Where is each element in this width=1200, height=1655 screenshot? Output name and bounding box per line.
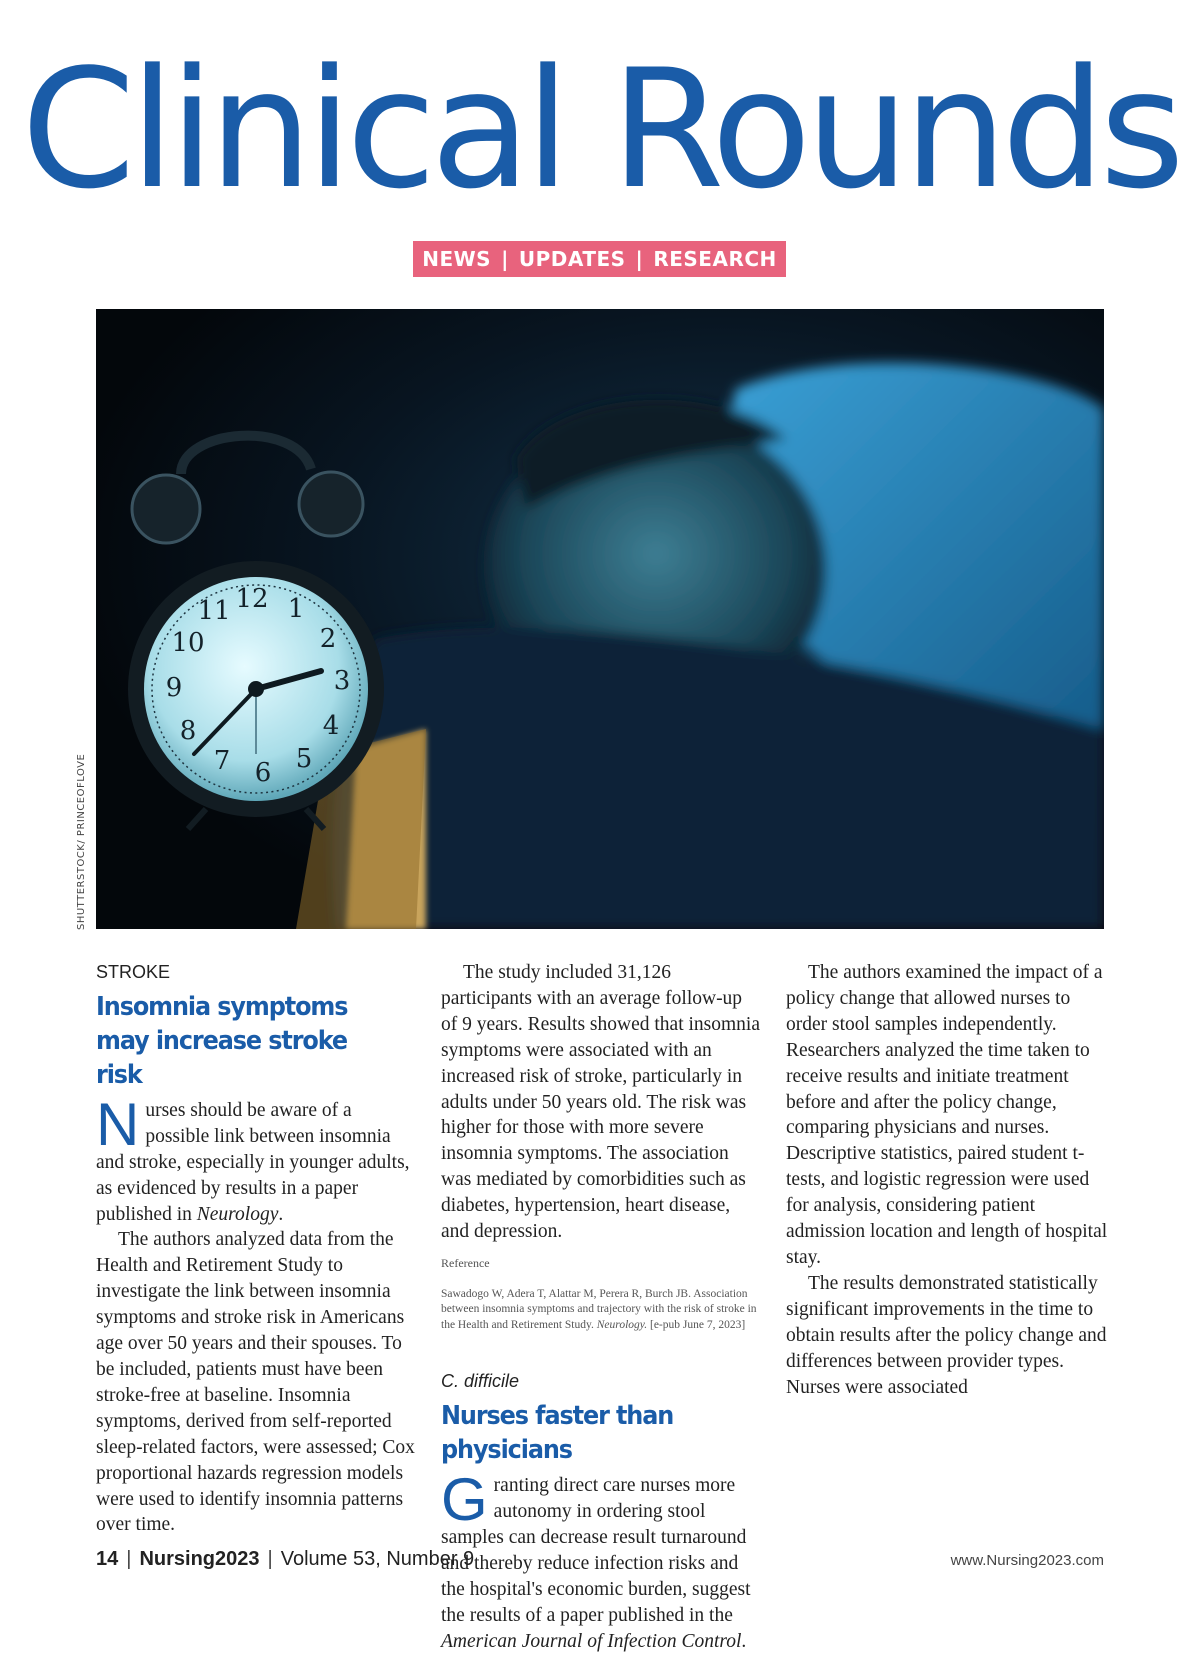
banner-news: NEWS	[422, 247, 492, 271]
article-headline: Nurses faster than physicians	[441, 1401, 674, 1466]
footer-folio: 14 | Nursing2023 | Volume 53, Number 9	[96, 1548, 475, 1570]
svg-text:12: 12	[235, 584, 269, 614]
page-number: 14	[96, 1548, 119, 1570]
journal-name: American Journal of Infection Control	[441, 1630, 742, 1652]
journal-name: Neurology	[196, 1203, 279, 1225]
magazine-name: Nursing2023	[139, 1548, 260, 1570]
svg-text:9: 9	[165, 673, 183, 703]
paragraph-end: .	[278, 1203, 284, 1225]
issue-info: Volume 53, Number 9	[280, 1548, 475, 1570]
drop-cap: G	[441, 1466, 488, 1534]
banner-updates: UPDATES	[518, 247, 626, 271]
svg-text:3: 3	[333, 666, 351, 696]
paragraph-text: urses should be aware of a possible link between insomnia and stroke, especially in younger adults, as evidenced by results in a paper published in	[96, 1099, 410, 1225]
svg-text:7: 7	[213, 746, 231, 776]
column-3	[786, 960, 1108, 1400]
column-2	[441, 960, 763, 1655]
alarm-clock-sleeper-illustration	[96, 309, 1104, 929]
footer-url[interactable]: www.Nursing2023.com	[950, 1552, 1104, 1569]
section-banner	[413, 241, 786, 277]
article-paragraph	[441, 1466, 763, 1654]
column-1	[96, 960, 418, 1538]
hero-photo	[96, 309, 1104, 929]
reference-citation: Sawadogo W, Adera T, Alattar M, Perera R, Burch JB. Association between insomnia symptoms and trajectory with the risk of stroke in the Health and Retirement Study.	[441, 1287, 757, 1331]
masthead-title: Clinical Rounds	[21, 34, 1179, 225]
article-paragraph: The authors analyzed data from the Health and Retirement Study to investigate the link between insomnia symptoms and stroke risk in Americans age over 50 years and their spouses. To be included, patients must have been stroke-free at baseline. Insomnia symptoms, derived from self-reported sleep-related factors, were assessed; Cox proportional hazards regression models were used to identify insomnia patterns over time.	[96, 1229, 415, 1536]
svg-text:4: 4	[322, 711, 340, 741]
article-headline: Insomnia symptoms may increase stroke risk	[96, 991, 348, 1090]
banner-separator: |	[501, 247, 509, 271]
article-kicker: C. difficile	[441, 1371, 520, 1392]
svg-text:10: 10	[171, 628, 205, 658]
svg-text:1: 1	[287, 594, 305, 624]
drop-cap: N	[96, 1090, 140, 1158]
paragraph-end: .	[741, 1630, 747, 1652]
article-paragraph: The authors examined the impact of a policy change that allowed nurses to order stool samples independently. Researchers analyzed the time taken to receive results and initiate treatment before and after the policy change, comparing physicians and nurses. Descriptive statistics, paired student t-tests, and logistic regression were used for analysis, considering patient admission location and length of hospital stay.	[786, 962, 1108, 1268]
svg-text:6: 6	[254, 758, 272, 788]
article-paragraph: The study included 31,126 participants with an average follow-up of 9 years. Results showed that insomnia symptoms were associated with an increased risk of stroke, particularly in adults under 50 years old. The risk was higher for those with more severe insomnia symptoms. The association was mediated by comorbidities such as diabetes, hypertension, heart disease, and depression.	[441, 962, 760, 1243]
svg-text:8: 8	[179, 716, 197, 746]
article-paragraph: The results demonstrated statistically significant improvements in the time to obtain results after the policy change and differences between provider types. Nurses were associated	[786, 1272, 1107, 1398]
paragraph-text: ranting direct care nurses more autonomy in ordering stool samples can decrease result turnaround and thereby reduce infection risks and the hospital's economic burden, suggest the results of a paper published in the	[441, 1475, 751, 1626]
reference-date: [e-pub June 7, 2023]	[647, 1318, 746, 1331]
article-kicker: STROKE	[96, 962, 171, 982]
banner-separator: |	[635, 247, 644, 271]
reference-journal: Neurology.	[596, 1318, 648, 1331]
svg-text:2: 2	[319, 624, 337, 654]
svg-text:5: 5	[295, 744, 313, 774]
reference-text	[441, 1287, 763, 1334]
reference-label: Reference	[441, 1255, 490, 1270]
article-paragraph	[96, 1090, 418, 1228]
svg-text:11: 11	[197, 596, 231, 626]
banner-research: RESEARCH	[653, 247, 777, 271]
photo-credit: SHUTTERSTOCK/ PRINCEOFLOVE	[76, 753, 87, 930]
